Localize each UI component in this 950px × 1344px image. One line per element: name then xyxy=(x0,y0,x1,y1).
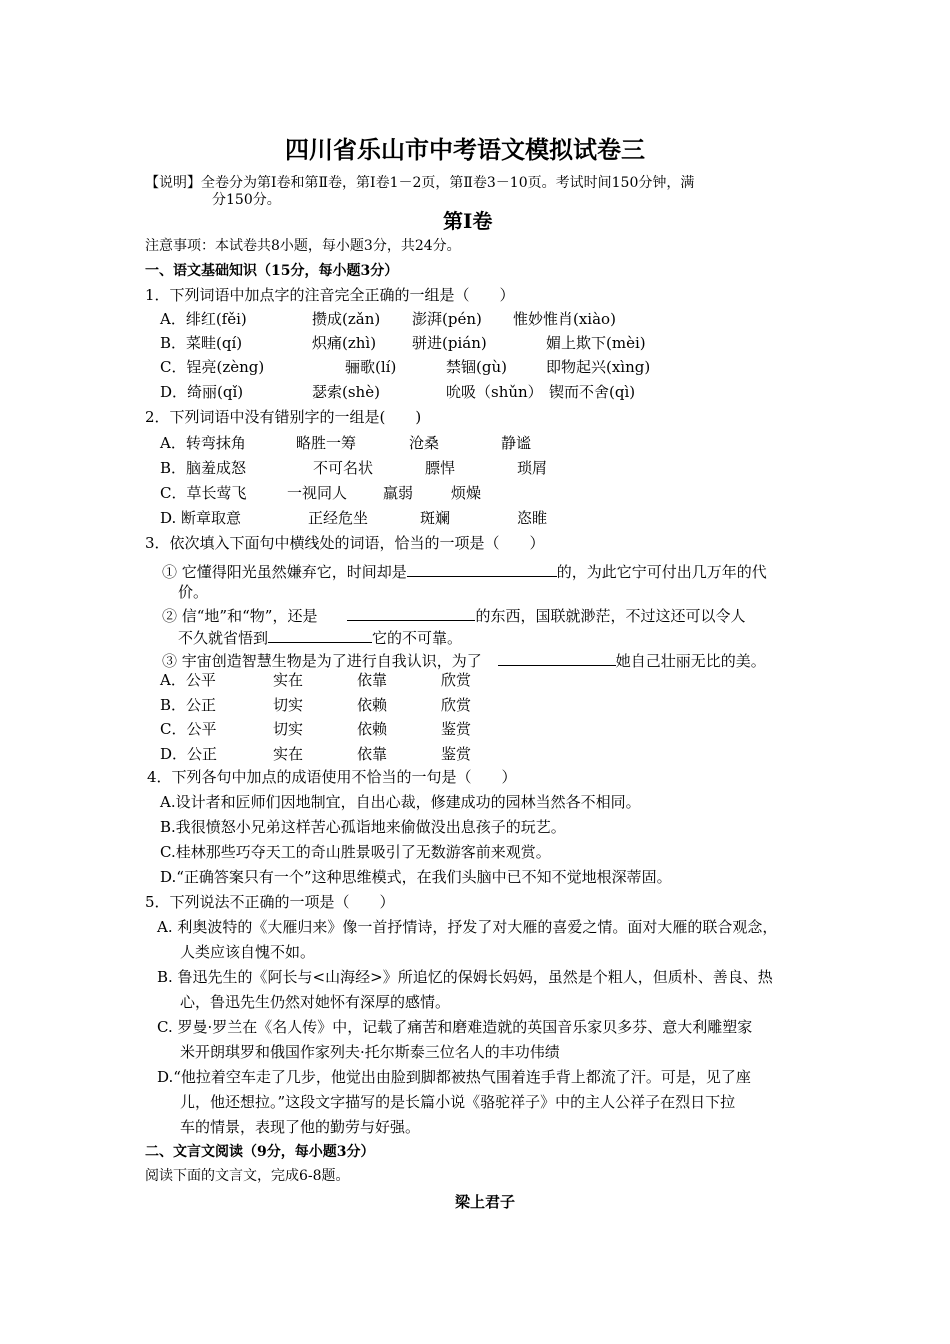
q1-row-b-col-3: 骈进(pián) xyxy=(412,334,487,352)
q5-stem: 5．下列说法不正确的一项是（ ） xyxy=(145,893,395,911)
q3-row-c-col-2: 切实 xyxy=(273,720,304,738)
q1-row-d-col-2: 瑟索(shè) xyxy=(312,383,380,401)
q2-row-b-col-1: B．脑羞成怒 xyxy=(160,459,247,477)
q3-sentence-3 xyxy=(162,651,766,670)
q3-stem: 3．依次填入下面句中横线处的词语，恰当的一项是（ ） xyxy=(145,534,545,552)
q5-option-c-line-1: C. 罗曼·罗兰在《名人传》中，记载了痛苦和磨难造就的英国音乐家贝多芬、意大利雕塑家 xyxy=(157,1018,753,1036)
q5-option-b-line-1: B. 鲁迅先生的《阿长与<山海经>》所追忆的保姆长妈妈，虽然是个粗人，但质朴、善良、热 xyxy=(157,968,773,986)
q2-row-a-col-4: 静谧 xyxy=(501,434,532,452)
q2-row-a-col-3: 沧桑 xyxy=(409,434,440,452)
q2-row-d-col-3: 斑斓 xyxy=(420,509,451,527)
passage-title: 梁上君子 xyxy=(455,1193,516,1211)
q3-row-d-col-3: 依靠 xyxy=(357,745,388,763)
q2-row-d-col-2: 正经危坐 xyxy=(308,509,369,527)
q5-option-d-line-2: 儿，他还想拉。”这段文字描写的是长篇小说《骆驼祥子》中的主人公祥子在烈日下拉 xyxy=(180,1093,736,1111)
q3-sentence-1-cont: 价。 xyxy=(178,583,209,601)
q1-row-d-col-4: 锲而不舍(qì) xyxy=(549,383,636,401)
q4-option-d: D.“正确答案只有一个”这种思维模式，在我们头脑中已不知不觉地根深蒂固。 xyxy=(160,868,672,886)
q2-row-b-col-3: 膘悍 xyxy=(425,459,456,477)
q5-option-a-line-1: A. 利奥波特的《大雁归来》像一首抒情诗，抒发了对大雁的喜爱之情。面对大雁的联合观念， xyxy=(157,918,778,936)
q3-sentence-2-part-2: 的东西，国联就渺茫，不过这还可以令人 xyxy=(475,607,746,625)
q3-row-b-col-3: 依赖 xyxy=(357,696,388,714)
q1-row-c-col-4: 即物起兴(xìng) xyxy=(546,358,651,376)
q3-row-b-col-2: 切实 xyxy=(273,696,304,714)
exam-note-line-2: 分150分。 xyxy=(212,192,281,208)
q1-row-a-col-3: 澎湃(pén) xyxy=(412,310,482,328)
q3-sentence-2 xyxy=(162,606,745,625)
q5-option-d-line-3: 车的情景，表现了他的勤劳与好强。 xyxy=(180,1118,421,1136)
page-title: 四川省乐山市中考语文模拟试卷三 xyxy=(285,135,645,164)
q1-row-b-col-4: 媚上欺下(mèi) xyxy=(546,334,646,352)
q4-option-a: A.设计者和匠师们因地制宜，自出心裁，修建成功的园林当然各不相同。 xyxy=(160,793,641,811)
q3-sentence-1-part-2: 的，为此它宁可付出几万年的代 xyxy=(556,563,767,581)
exam-note-line-1: 【说明】全卷分为第Ⅰ卷和第Ⅱ卷，第Ⅰ卷1－2页，第Ⅱ卷3－10页。考试时间150分钟，满 xyxy=(145,175,695,191)
q1-stem: 1．下列词语中加点字的注音完全正确的一组是（ ） xyxy=(145,286,515,304)
q4-option-b: B.我很愤怒小兄弟这样苦心孤诣地来偷做没出息孩子的玩艺。 xyxy=(160,818,566,836)
section-1-heading: 一、语文基础知识（15分，每小题3分） xyxy=(145,263,399,279)
q1-row-a-col-4: 惟妙惟肖(xiào) xyxy=(513,310,616,328)
notice-text: 注意事项：本试卷共8小题，每小题3分，共24分。 xyxy=(145,238,461,254)
q5-option-b-line-2: 心，鲁迅先生仍然对她怀有深厚的感情。 xyxy=(180,993,451,1011)
q2-row-c-col-1: C．草长莺飞 xyxy=(160,484,247,502)
q1-row-c-col-1: C．锃亮(zèng) xyxy=(160,358,265,376)
q5-option-a-line-2: 人类应该自愧不如。 xyxy=(180,943,316,961)
q2-row-b-col-2: 不可名状 xyxy=(313,459,374,477)
q1-row-a-col-2: 攒成(zǎn) xyxy=(312,310,381,328)
q1-row-d-col-3: 吮吸（shǔn） xyxy=(446,383,543,401)
q3-blank-3 xyxy=(268,628,372,643)
q1-row-b-col-1: B．菜畦(qí) xyxy=(160,334,243,352)
q3-sentence-2-part-1: ② 信“地”和“物”，还是 xyxy=(162,607,318,625)
section-2-heading: 二、文言文阅读（9分，每小题3分） xyxy=(145,1144,375,1160)
q2-row-c-col-4: 烦燥 xyxy=(451,484,482,502)
q2-row-a-col-2: 略胜一筹 xyxy=(296,434,357,452)
q3-row-a-col-1: A．公平 xyxy=(160,671,216,689)
q3-sentence-2-part-3: 不久就省悟到 xyxy=(178,629,269,647)
q4-stem: 4．下列各句中加点的成语使用不恰当的一句是（ ） xyxy=(147,768,517,786)
volume-heading: 第Ⅰ卷 xyxy=(443,209,493,233)
q3-sentence-2-part-4: 它的不可靠。 xyxy=(372,629,463,647)
q3-row-d-col-4: 鉴赏 xyxy=(441,745,472,763)
q3-blank-1 xyxy=(407,562,557,577)
q5-option-d-line-1: D.“他拉着空车走了几步，他觉出由脸到脚都被热气围着连手背上都流了汗。可是，见了座 xyxy=(157,1068,751,1086)
q3-row-b-col-4: 欣赏 xyxy=(441,696,472,714)
reading-intro: 阅读下面的文言文，完成6-8题。 xyxy=(145,1168,350,1184)
q3-row-c-col-1: C．公平 xyxy=(160,720,217,738)
q3-sentence-3-part-2: 她自己壮丽无比的美。 xyxy=(615,652,766,670)
q3-sentence-1-part-1: ① 它懂得阳光虽然嫌弃它，时间却是 xyxy=(162,563,407,581)
q3-row-a-col-4: 欣赏 xyxy=(441,671,472,689)
q3-blank-2 xyxy=(347,606,475,621)
q3-blank-4 xyxy=(498,651,616,666)
q1-row-d-col-1: D．绮丽(qǐ) xyxy=(160,383,244,401)
q1-row-c-col-3: 禁锢(gù) xyxy=(446,358,507,376)
q2-row-d-col-4: 恣睢 xyxy=(517,509,548,527)
q1-row-a-col-1: A．绯红(fěi) xyxy=(160,310,247,328)
q2-row-c-col-2: 一视同人 xyxy=(287,484,348,502)
q1-row-c-col-2: 骊歌(lí) xyxy=(345,358,397,376)
q4-option-c: C.桂林那些巧夺天工的奇山胜景吸引了无数游客前来观赏。 xyxy=(160,843,551,861)
q3-row-a-col-3: 依靠 xyxy=(357,671,388,689)
q3-row-c-col-3: 依赖 xyxy=(357,720,388,738)
q3-sentence-3-part-1: ③ 宇宙创造智慧生物是为了进行自我认识，为了 xyxy=(162,652,482,670)
q2-row-b-col-4: 琐屑 xyxy=(517,459,548,477)
q3-row-d-col-1: D．公正 xyxy=(160,745,218,763)
q1-row-b-col-2: 炽痛(zhì) xyxy=(312,334,377,352)
q2-row-c-col-3: 羸弱 xyxy=(383,484,414,502)
q3-row-a-col-2: 实在 xyxy=(273,671,304,689)
q3-sentence-1 xyxy=(162,562,767,581)
q2-row-a-col-1: A．转弯抹角 xyxy=(160,434,246,452)
q5-option-c-line-2: 米开朗琪罗和俄国作家列夫·托尔斯泰三位名人的丰功伟绩 xyxy=(180,1043,560,1061)
q3-row-b-col-1: B．公正 xyxy=(160,696,217,714)
q3-row-c-col-4: 鉴赏 xyxy=(441,720,472,738)
q3-sentence-2-cont xyxy=(178,628,462,647)
q2-stem: 2．下列词语中没有错别字的一组是( ) xyxy=(145,408,422,426)
q2-row-d-col-1: D. 断章取意 xyxy=(160,509,242,527)
q3-row-d-col-2: 实在 xyxy=(273,745,304,763)
